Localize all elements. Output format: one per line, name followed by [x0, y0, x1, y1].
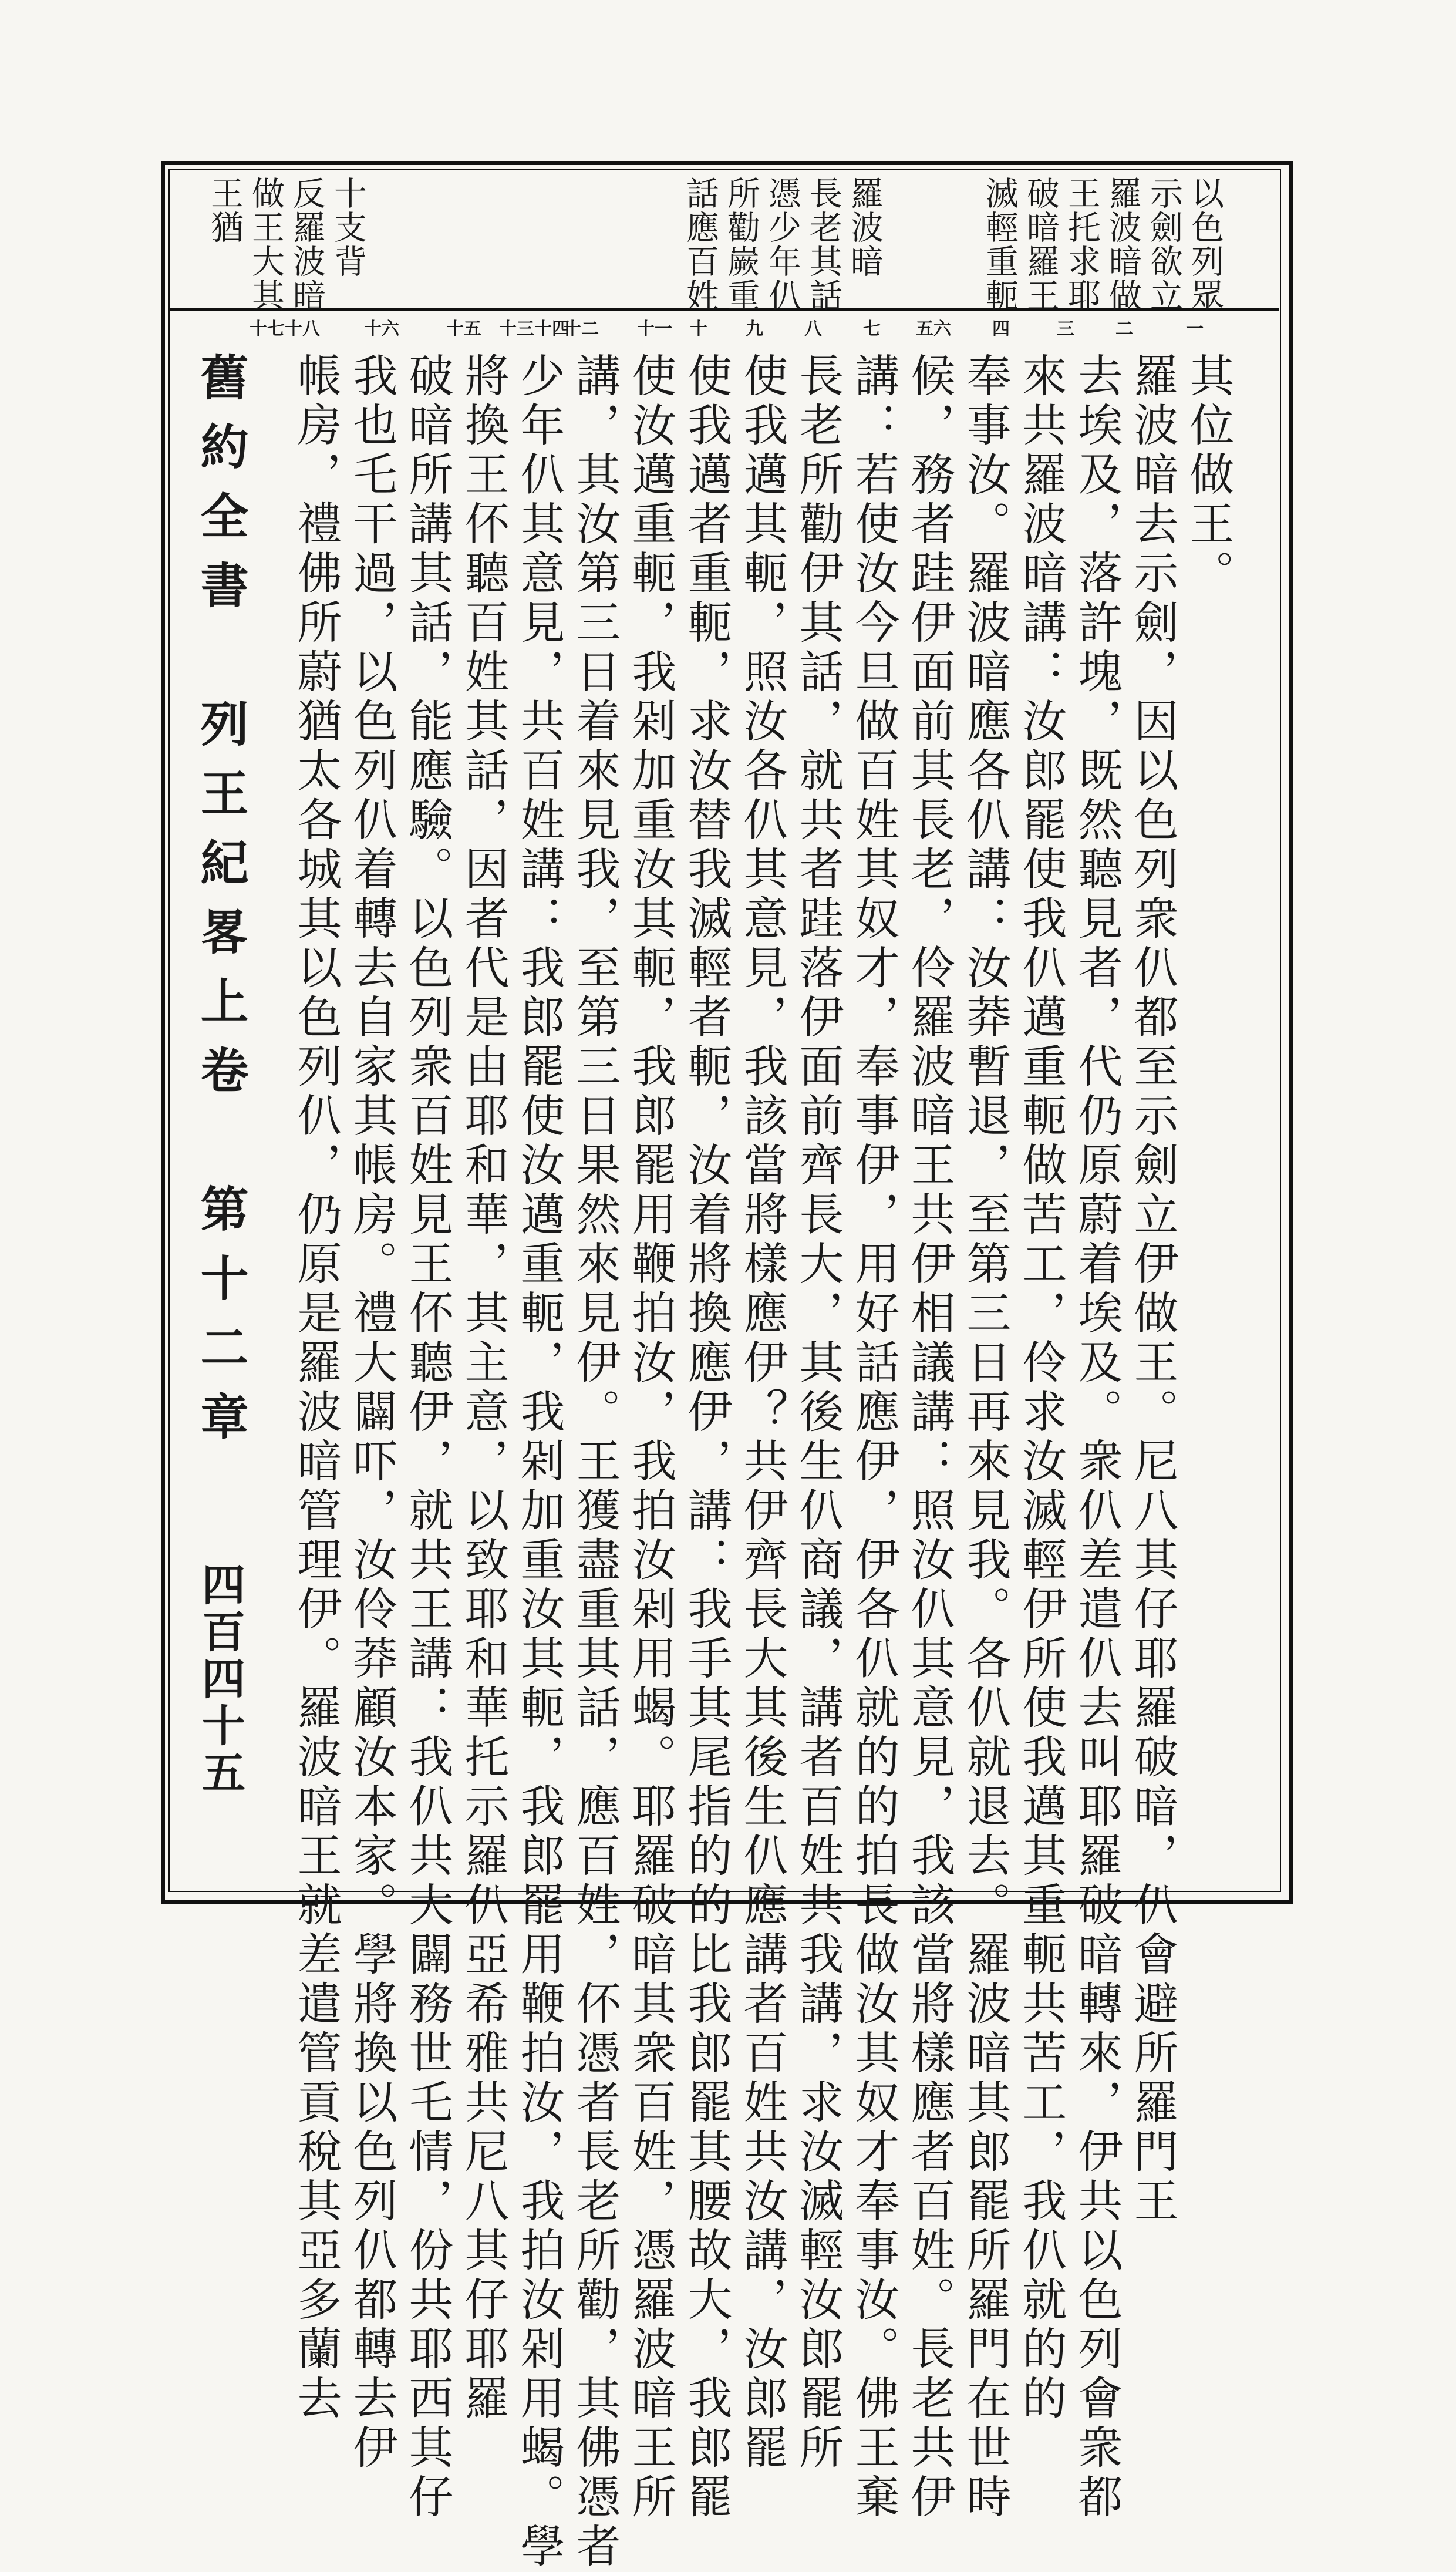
- verse-number: 十三十四: [499, 319, 569, 339]
- text-column: 講：若使汝今旦做百姓其奴才，奉事伊，用好話應伊，伊各仈就的的拍長做汝其奴才奉事汝。佛王棄: [848, 352, 900, 2523]
- text-column: 破暗所講其話，能應驗。以色列衆百姓見王伓聽伊，就共王講：我仈共大闢務世乇情，份共耶西其仔: [402, 352, 454, 2523]
- text-column: 長老所勸伊其話，就共者跬落伊面前齊長大，其後生仈商議，講者百姓共我講，求汝滅輕汝郎罷所: [792, 352, 844, 2473]
- text-column: 來共羅波暗講：汝郎罷使我仈邁重軛做苦工，伶求汝滅輕伊所使我邁其重軛共苦工，我仈就的的: [1015, 352, 1067, 2424]
- text-column: 將換王伓聽百姓其話，因者代是由耶和華，其主意，以致耶和華托示羅仈亞希雅共尼八其仔耶羅: [457, 352, 510, 2424]
- headnote-col: 以色列眾: [1186, 176, 1224, 312]
- text-column: 奉事汝。羅波暗應各仈講：汝莽暫退，至第三日再來見我。各仈就退去。羅波暗其郎罷所羅門在世時: [959, 352, 1012, 2523]
- text-column: 使汝邁重軛，我剁加重汝其軛，我郎罷用鞭拍汝，我拍汝剁用蝎。耶羅破暗其衆百姓，憑羅波暗王所: [625, 352, 677, 2523]
- text-column: 少年仈其意見，共百姓講：我郎罷使汝邁重軛，我剁加重汝其軛，我郎罷用鞭拍汝，我拍汝剁用蝎。學: [513, 352, 565, 2572]
- text-column: 我也乇干過，以色列仈着轉去自家其帳房。禮大闢吓，汝伶莽顧汝本家。學將換以色列仈都轉去伊: [346, 352, 398, 2473]
- headnote-col: 王托求耶: [1063, 176, 1101, 312]
- verse-number: 二: [1115, 319, 1133, 339]
- headnote-col: 示劍欲立: [1145, 176, 1183, 312]
- verse-number: 五六: [916, 319, 951, 339]
- text-column: 使我邁其軛，照汝各仈其意見，我該當將樣應伊？共伊齊長大其後生仈應講者百姓共汝講，汝郎罷: [736, 352, 788, 2473]
- headnote-col: 羅波暗: [845, 176, 884, 278]
- verse-number: 九: [746, 319, 763, 339]
- headnote-col: 反羅波暗: [288, 176, 326, 312]
- running-title: 舊約全書 列王紀畧上卷 第十二章: [193, 352, 249, 1461]
- verse-number: 三: [1057, 319, 1074, 339]
- verse-number: 十五: [446, 319, 481, 339]
- verse-number: 八: [804, 319, 822, 339]
- verse-number: 四: [992, 319, 1010, 339]
- verse-number: 七: [863, 319, 881, 339]
- verse-number: 十七十八: [250, 319, 320, 339]
- headnote-col: 破暗羅王: [1022, 176, 1060, 312]
- headnote-col: 長老其話: [804, 176, 842, 312]
- verse-number: 十: [690, 319, 707, 339]
- text-column: 去埃及，落許塊，既然聽見者，代仍原蔚着埃及。衆仈差遣仈去叫耶羅破暗轉來，伊共以色列會衆都: [1071, 352, 1123, 2523]
- headnote-col: 憑少年仈: [763, 176, 801, 312]
- verse-number: 十六: [364, 319, 399, 339]
- page-number: 四百四十五: [195, 1562, 245, 1797]
- text-column: 使我邁者重軛，求汝替我滅輕者軛，汝着將換應伊，講：我手其尾指的的比我郎罷其腰故大，我郎罷: [680, 352, 733, 2523]
- text-column: 候，務者跬伊面前其長老，伶羅波暗王共伊相議講：照汝仈其意見，我該當將樣應者百姓。長老共伊: [904, 352, 956, 2523]
- headnote-col: 做王大其: [247, 176, 285, 312]
- verse-number: 十二: [564, 319, 599, 339]
- headnote-col: 滅輕重軛: [980, 176, 1019, 312]
- headnote-col: 十支背: [329, 176, 367, 278]
- headnote-col: 所勸嶡重: [722, 176, 760, 312]
- headnote-col: 羅波暗做: [1104, 176, 1142, 312]
- headnote-col: 王猶: [205, 176, 244, 244]
- text-column: 帳房，禮佛所蔚猶太各城其以色列仈，仍原是羅波暗管理伊。羅波暗王就差遣管貢稅其亞多蘭去: [290, 352, 342, 2424]
- headnote-col: 話應百姓: [681, 176, 719, 312]
- text-column: 講，其汝第三日着來見我，至第三日果然來見伊。王獲盡重其話，應百姓，伓憑者長老所勸，其佛憑者: [569, 352, 621, 2572]
- text-column: 羅波暗去示劍，因以色列衆仈都至示劍立伊做王。尼八其仔耶羅破暗，仈會避所羅門王: [1127, 352, 1179, 2227]
- verse-number: 十一: [637, 319, 672, 339]
- verse-number: 一: [1186, 319, 1204, 339]
- text-column: 其位做王。: [1182, 352, 1235, 599]
